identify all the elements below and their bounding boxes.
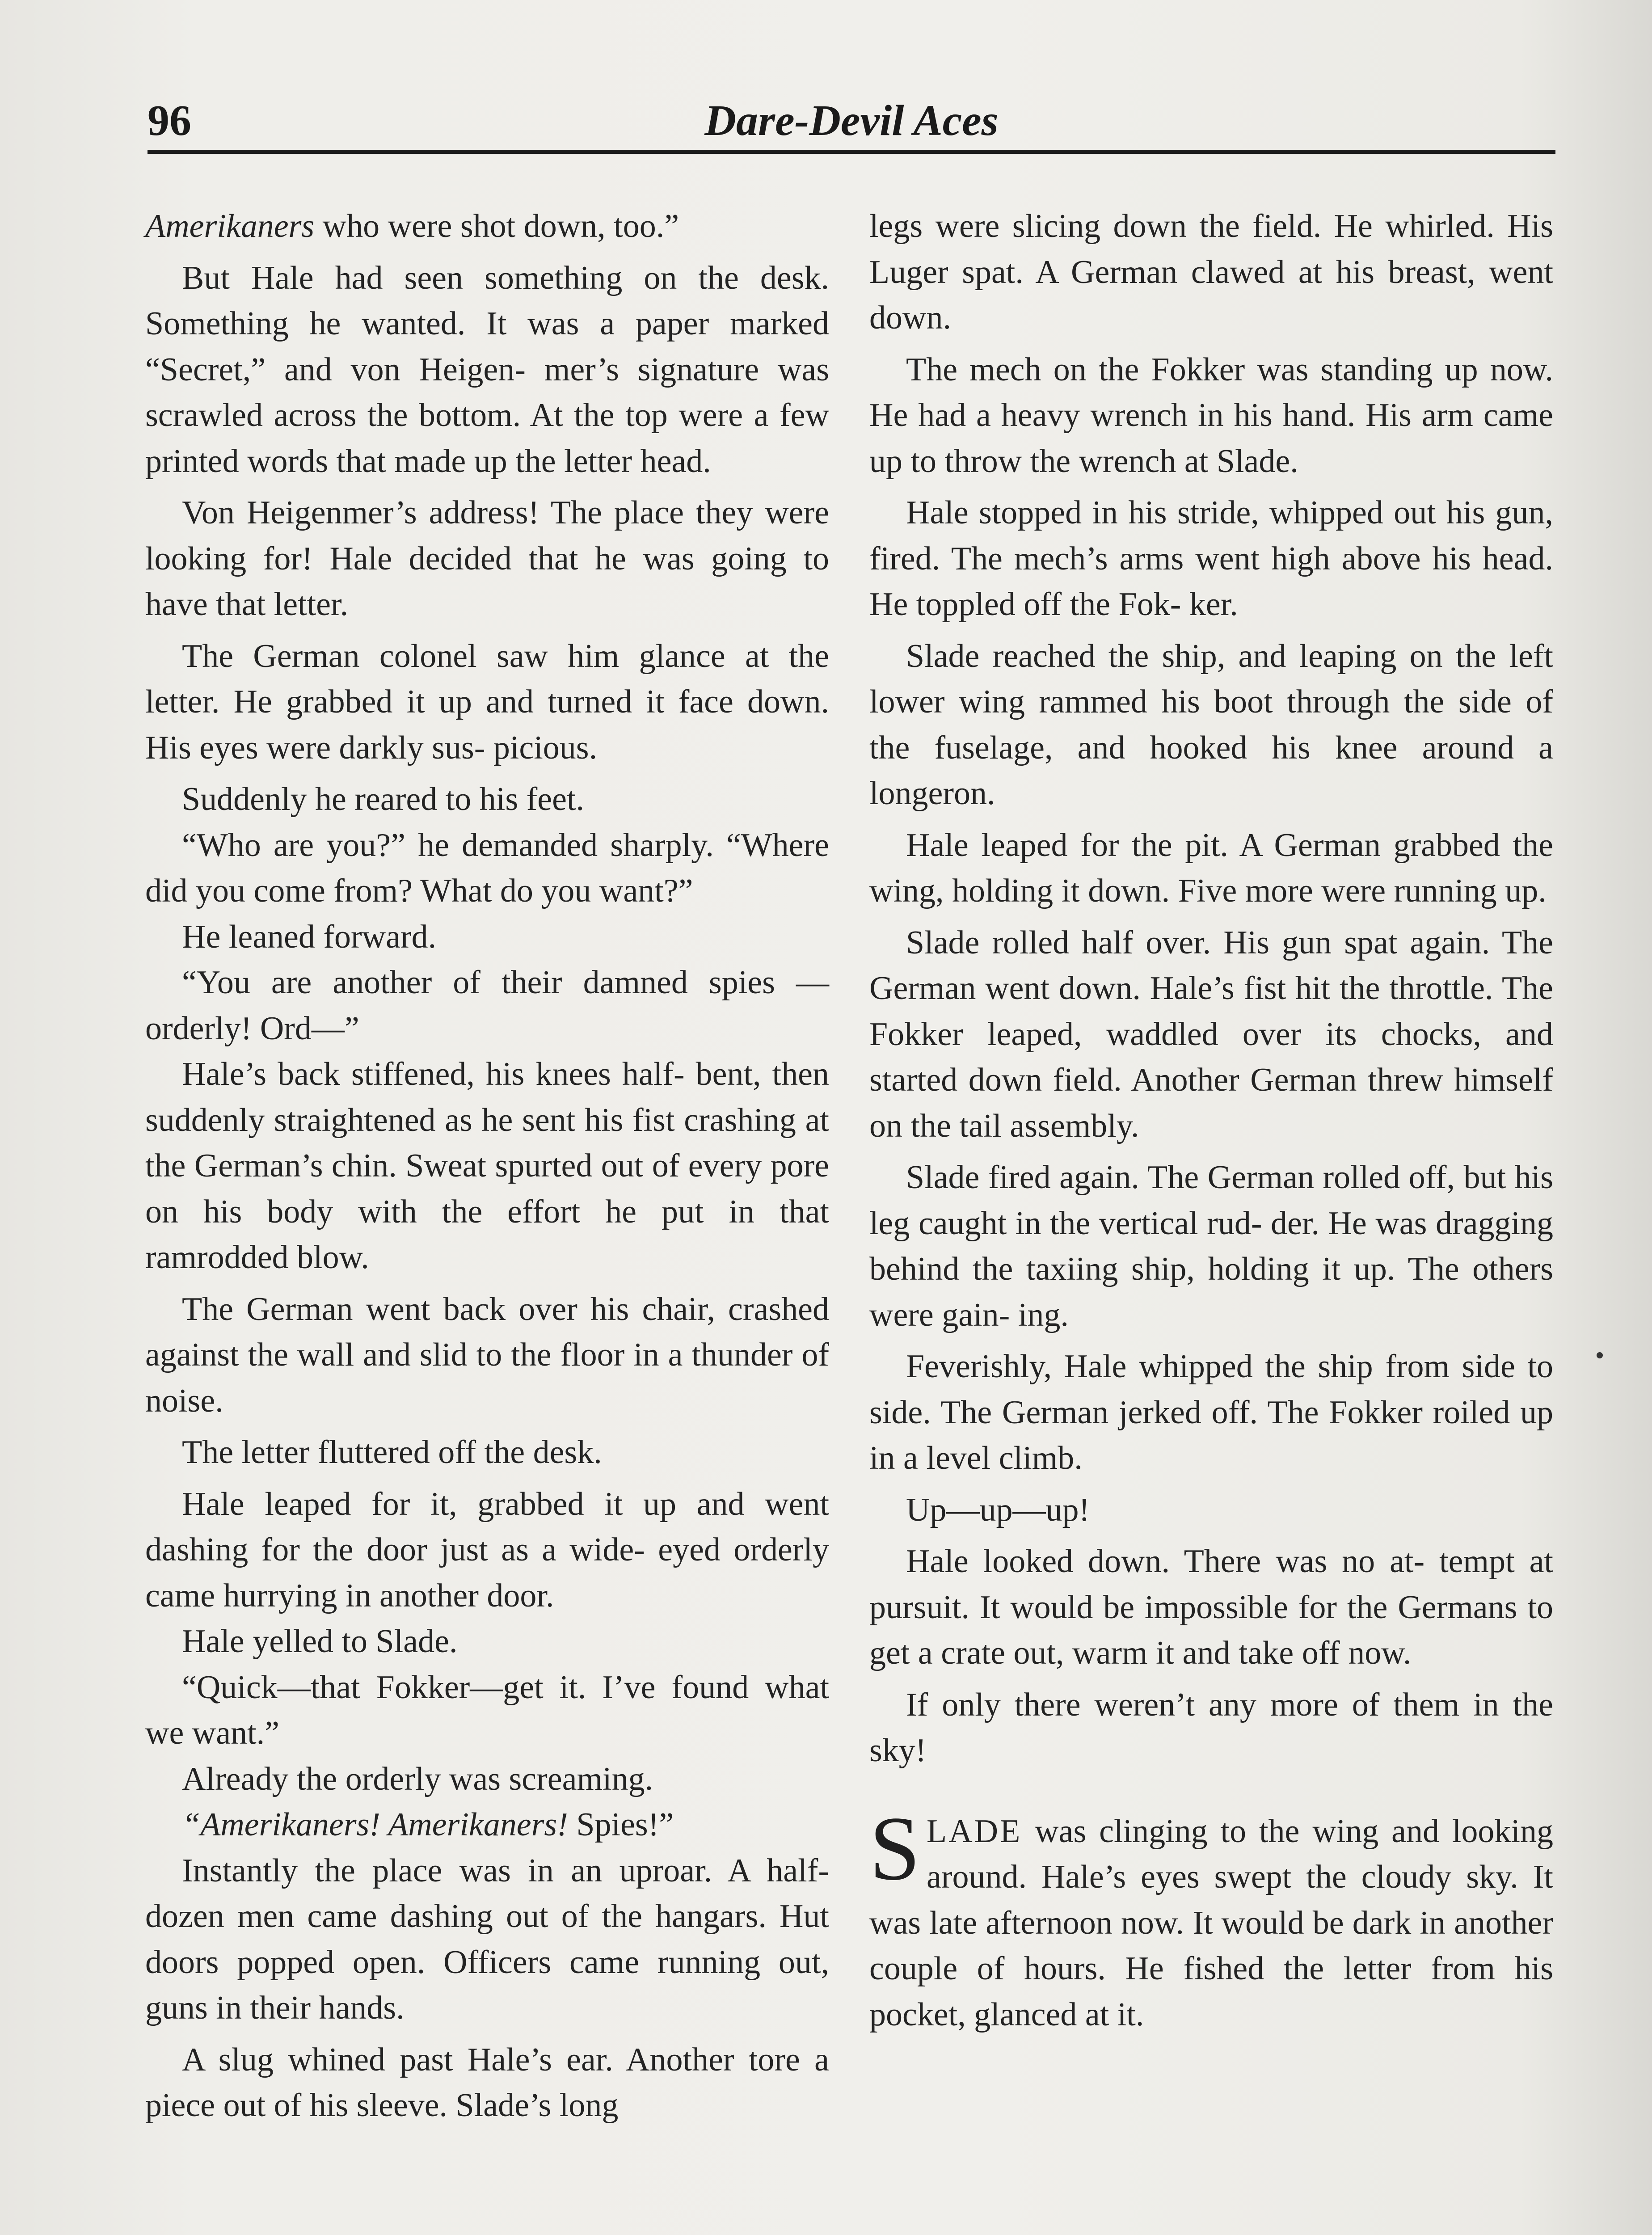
running-title: Dare-Devil Aces bbox=[704, 97, 999, 145]
paragraph-text: was clinging to the wing and looking around. Hale’s eyes swept the cloudy sky. It was late afternoon now. It would be dark in another couple of hours. He fished the letter from his pocket, glanced at it. bbox=[869, 1813, 1553, 2033]
paragraph: Hale yelled to Slade. bbox=[182, 1623, 458, 1660]
paragraph-text: who were shot down, too.” bbox=[314, 208, 679, 245]
page-header bbox=[148, 92, 1555, 159]
right-column bbox=[869, 203, 1553, 2043]
paragraph: Slade rolled half over. His gun spat again. The German went down. Hale’s fist hit the throttle. The Fokker leaped, waddled over its chocks, and started down field. Another German threw himself on the tail assembly. bbox=[869, 924, 1553, 1144]
section-opening-paragraph bbox=[869, 1797, 1553, 2038]
paragraph: The mech on the Fokker was standing up now. He had a heavy wrench in his hand. His arm came up to throw the wrench at Slade. bbox=[869, 351, 1553, 480]
paragraph: But Hale had seen something on the desk. Something he wanted. It was a paper marked “Secret,” and von Heigen- mer’s signature was scrawled across the bottom. At the top were a few printed words that made up the letter head. bbox=[145, 259, 829, 480]
paragraph: Slade reached the ship, and leaping on the left lower wing rammed his boot through the side of the fuselage, and hooked his knee around a longeron. bbox=[869, 637, 1553, 812]
scan-speck bbox=[1597, 1352, 1603, 1358]
paragraph: The letter fluttered off the desk. bbox=[182, 1434, 602, 1471]
paragraph: Von Heigenmer’s address! The place they were looking for! Hale decided that he was going to have that letter. bbox=[145, 494, 829, 623]
left-column bbox=[145, 203, 829, 2134]
paragraph: He leaned forward. bbox=[182, 918, 437, 955]
small-caps-text: LADE bbox=[927, 1813, 1022, 1850]
paragraph: legs were slicing down the field. He whirled. His Luger spat. A German clawed at his breast, went down. bbox=[869, 208, 1553, 336]
paragraph: Suddenly he reared to his feet. bbox=[182, 781, 585, 818]
italic-text: Amerikaners bbox=[145, 208, 315, 245]
paragraph: If only there weren’t any more of them in the sky! bbox=[869, 1686, 1553, 1769]
paragraph: The German went back over his chair, crashed against the wall and slid to the floor in a thunder of noise. bbox=[145, 1290, 829, 1419]
paragraph: Already the orderly was screaming. bbox=[182, 1760, 653, 1797]
paragraph bbox=[145, 1802, 829, 1848]
paragraph: “Quick—that Fokker—get it. I’ve found what we want.” bbox=[145, 1669, 829, 1751]
paragraph: A slug whined past Hale’s ear. Another tore a piece out of his sleeve. Slade’s long bbox=[145, 2041, 829, 2124]
paragraph: The German colonel saw him glance at the letter. He grabbed it up and turned it face down. His eyes were darkly sus- picious. bbox=[145, 637, 829, 766]
paragraph: Hale looked down. There was no at- tempt at pursuit. It would be impossible for the Germans to get a crate out, warm it and take off now. bbox=[869, 1543, 1553, 1671]
paragraph: Instantly the place was in an uproar. A half-dozen men came dashing out of the hangars. Hut doors popped open. Officers came running out, guns in their hands. bbox=[145, 1852, 829, 2026]
drop-cap: S bbox=[869, 1797, 921, 1899]
header-rule bbox=[148, 150, 1555, 154]
paragraph: Hale’s back stiffened, his knees half- bent, then suddenly straightened as he sent his fist crashing at the German’s chin. Sweat spurted out of every pore on his body with the effort he put in that ramrodded blow. bbox=[145, 1056, 829, 1276]
paragraph: “You are another of their damned spies —orderly! Ord—” bbox=[145, 964, 829, 1047]
paragraph: Up—up—up! bbox=[906, 1491, 1090, 1528]
paragraph: Slade fired again. The German rolled off, but his leg caught in the vertical rud- der. He was dragging behind the taxiing ship, holding it up. The others were gain- ing. bbox=[869, 1159, 1553, 1333]
paragraph: Hale stopped in his stride, whipped out his gun, fired. The mech’s arms went high above his head. He toppled off the Fok- ker. bbox=[869, 494, 1553, 623]
page-number: 96 bbox=[148, 97, 191, 145]
italic-text: “Amerikaners! Amerikaners! bbox=[182, 1806, 568, 1843]
paragraph bbox=[145, 203, 829, 249]
paragraph: Hale leaped for it, grabbed it up and went dashing for the door just as a wide- eyed orderly came hurrying in another door. bbox=[145, 1485, 829, 1614]
paragraph: Hale leaped for the pit. A German grabbed the wing, holding it down. Five more were running up. bbox=[869, 827, 1553, 909]
paragraph: “Who are you?” he demanded sharply. “Where did you come from? What do you want?” bbox=[145, 827, 829, 909]
paragraph-text: Spies!” bbox=[568, 1806, 674, 1843]
paragraph: Feverishly, Hale whipped the ship from side to side. The German jerked off. The Fokker roiled up in a level climb. bbox=[869, 1348, 1553, 1476]
